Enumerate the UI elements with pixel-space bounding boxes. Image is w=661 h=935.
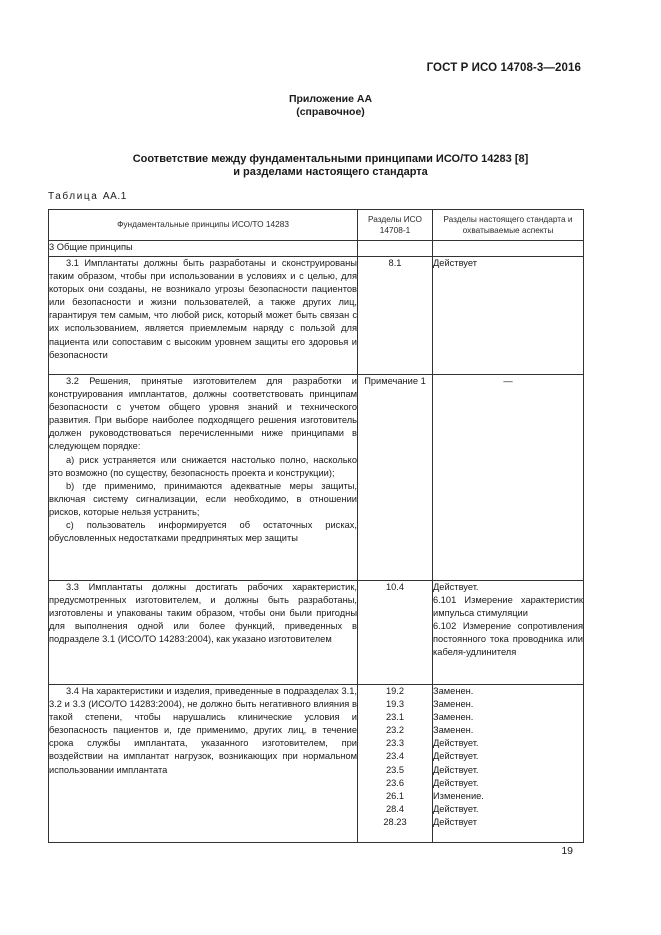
principle-paragraph: c) пользователь информируется об остаточных рисках, обусловленных недостатками предпринятых мер защиты <box>49 520 357 544</box>
header-standard-sections: Разделы настоящего стандарта и охватываемые аспекты <box>433 210 584 241</box>
section-row-cell: 3 Общие принципы <box>49 241 358 257</box>
standard-aspect-cell <box>433 685 584 843</box>
table-header-row <box>49 210 584 241</box>
iso-section-ref: 26.1 <box>385 790 405 801</box>
table-row <box>49 257 584 375</box>
iso-section-ref: 23.3 <box>385 738 405 749</box>
iso-section-cell <box>358 257 433 375</box>
iso-section-ref: 19.2 <box>385 686 405 696</box>
header-iso-sections: Разделы ИСО 14708-1 <box>358 210 433 241</box>
principle-cell <box>49 685 358 843</box>
section-row-empty <box>358 241 433 257</box>
aspect-entry: 6.101 Измерение характеристик импульса стимуляции <box>433 595 583 619</box>
principle-paragraph: 3.2 Решения, принятые изготовителем для разработки и конструирования имплантатов, должны соответствовать принципам безопасности с учетом общего уровня знаний и технического развития. При выборе наиболее подходящего решения изготовитель должен руководствоваться перечисленными ниже принципами в следующем порядке: <box>49 376 357 452</box>
iso-section-cell <box>358 685 433 843</box>
page-number: 19 <box>561 845 573 857</box>
table-row <box>49 581 584 685</box>
iso-section-ref: 8.1 <box>388 258 402 268</box>
standard-aspect-cell <box>433 581 584 685</box>
section-title-line2: и разделами настоящего стандарта <box>233 166 428 178</box>
principle-cell <box>49 581 358 685</box>
iso-section-ref: 28.23 <box>383 816 407 827</box>
aspect-entry: Действует. <box>433 764 479 775</box>
section-title-line1: Соответствие между фундаментальными принципами ИСО/ТО 14283 [8] <box>132 153 529 165</box>
aspect-entry: Действует <box>433 816 477 827</box>
iso-section-ref: Примечание 1 <box>364 376 426 386</box>
aspect-entry: 6.102 Измерение сопротивления постоянного тока проводника или кабеля-удлинителя <box>433 621 583 658</box>
iso-section-ref: 19.3 <box>385 699 405 710</box>
iso-section-ref: 23.4 <box>385 751 405 762</box>
iso-section-ref: 10.4 <box>385 582 405 592</box>
aspect-entry: Действует. <box>433 803 479 814</box>
table-row <box>49 375 584 581</box>
appendix-subtitle: (справочное) <box>296 106 365 118</box>
aspect-entry: Заменен. <box>433 712 474 723</box>
iso-section-ref: 23.6 <box>385 777 405 788</box>
aspect-entry: Заменен. <box>433 686 474 696</box>
table-label-number: АА.1 <box>102 191 127 202</box>
aspect-entry: Действует. <box>433 777 479 788</box>
correspondence-table <box>48 209 584 843</box>
principle-cell <box>49 257 358 375</box>
document-code: ГОСТ Р ИСО 14708-3—2016 <box>426 62 581 74</box>
principle-paragraph: 3.1 Имплантаты должны быть разработаны и сконструированы таким образом, чтобы при использовании в условиях и с целью, для которых они созданы, не возникало угрозы безопасности пациентов или безопасности и жизни пользователей, а также других лиц, гарантируя тем самым, что любой риск, который может быть связан с их использованием, является приемлемым наряду с пользой для пациента или сопоставим с высоким уровнем защиты его здоровья и безопасности <box>49 258 357 360</box>
principle-paragraph: b) где применимо, принимаются адекватные меры защиты, включая систему сигнализации, если необходимо, в отношении рисков, которые нельзя устранить; <box>49 480 357 517</box>
aspect-entry: Действует <box>433 258 477 268</box>
iso-section-cell <box>358 581 433 685</box>
principle-paragraph: 3.4 На характеристики и изделия, приведенные в подразделах 3.1, 3.2 и 3.3 (ИСО/ТО 14283:2004), не должно быть негативного влияния в такой степени, чтобы нарушались клинические условия и безопасность пациентов и, где применимо, других лиц, в течение срока службы имплантата, указанного изготовителем, при воздействии на имплантат нагрузок, возникающих при нормальном использовании имплантата <box>49 686 357 775</box>
dash-placeholder: — <box>503 376 513 386</box>
standard-aspect-cell <box>433 375 584 581</box>
appendix-title: Приложение АА <box>288 93 373 105</box>
aspect-entry: Действует. <box>433 582 479 592</box>
appendix-heading <box>0 93 661 119</box>
aspect-entry: Действует. <box>433 738 479 749</box>
aspect-entry: Заменен. <box>433 725 474 736</box>
principle-cell <box>49 375 358 581</box>
iso-section-cell <box>358 375 433 581</box>
iso-section-ref: 28.4 <box>385 803 405 814</box>
aspect-entry: Заменен. <box>433 699 474 710</box>
iso-section-ref: 23.1 <box>385 712 405 723</box>
aspect-entry: Изменение. <box>433 790 484 801</box>
table-row <box>49 685 584 843</box>
table-section-row <box>49 241 584 257</box>
principle-paragraph: 3.3 Имплантаты должны достигать рабочих характеристик, предусмотренных изготовителем, и должны быть разработаны, изготовлены и упакованы таким образом, чтобы они были пригодны для выполнения одной или более функций, приведенных в подразделе 3.1 (ИСО/ТО 14283:2004), как указано изготовителем <box>49 582 357 645</box>
standard-aspect-cell <box>433 257 584 375</box>
table-label <box>48 191 127 202</box>
principle-paragraph: a) риск устраняется или снижается настолько полно, насколько это возможно (по существу, безопасность проекта и конструкции); <box>49 454 357 478</box>
aspect-entry: Действует. <box>433 751 479 762</box>
iso-section-ref: 23.2 <box>385 725 405 736</box>
header-principles: Фундаментальные принципы ИСО/ТО 14283 <box>49 210 358 241</box>
section-row-empty <box>433 241 584 257</box>
iso-section-ref: 23.5 <box>385 764 405 775</box>
section-title <box>0 153 661 179</box>
table-label-word: Таблица <box>48 191 99 202</box>
